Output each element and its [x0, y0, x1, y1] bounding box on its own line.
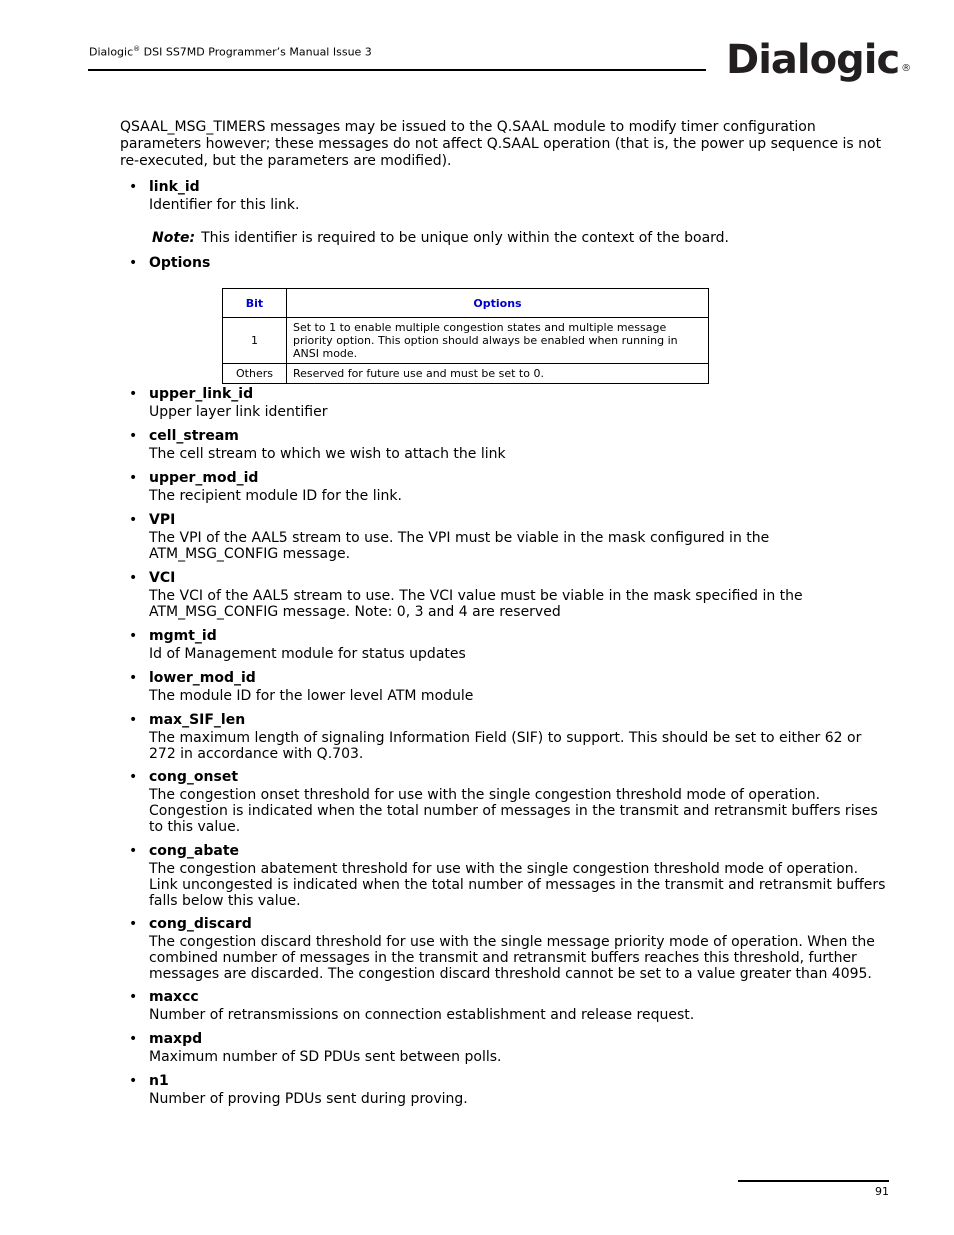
field-description: The congestion discard threshold for use with the single message priority mode of operation. When the combined number of messages in the transmit and retransmit buffers reaches this threshold, further messages are discarded. The congestion discard threshold cannot be set to a value greater than 4095. [149, 934, 875, 982]
page-number: 91 [875, 1185, 889, 1198]
field-name: lower_mod_id [149, 670, 256, 686]
header-rule [88, 69, 706, 71]
table-cell: Others [223, 364, 287, 384]
intro-paragraph: QSAAL_MSG_TIMERS messages may be issued to the Q.SAAL module to modify timer configuration parameters however; these messages do not affect Q.SAAL operation (that is, the power up sequence is not re-executed, but the parameters are modified). [120, 119, 882, 169]
table-cell: Set to 1 to enable multiple congestion states and multiple message priority option. This option should always be enabled when running in ANSI mode. [287, 318, 709, 364]
field-description: Upper layer link identifier [149, 404, 328, 420]
dialogic-logo [726, 36, 911, 93]
table-header-row [223, 289, 709, 318]
field-name: n1 [149, 1073, 169, 1089]
field-description: The congestion abatement threshold for use with the single congestion threshold mode of operation. Link uncongested is indicated when the total number of messages in the transmit and retransmit buffers falls below this value. [149, 861, 886, 909]
bullet-icon: • [129, 712, 138, 728]
note-label: Note: [152, 230, 196, 246]
bullet-icon: • [129, 255, 138, 271]
field-description: Maximum number of SD PDUs sent between polls. [149, 1049, 502, 1065]
field-name: link_id [149, 179, 200, 195]
field-description: The recipient module ID for the link. [149, 488, 402, 504]
field-name: Options [149, 255, 211, 271]
bullet-icon: • [129, 670, 138, 686]
logo-reg-mark: ® [901, 63, 912, 74]
bullet-icon: • [129, 470, 138, 486]
field-description: The congestion onset threshold for use with the single congestion threshold mode of operation. Congestion is indicated when the total number of messages in the transmit and retransmit buffers rises to this value. [149, 787, 878, 835]
bullet-icon: • [129, 1031, 138, 1047]
table-header-options: Options [287, 289, 709, 318]
bullet-icon: • [129, 428, 138, 444]
field-name: maxcc [149, 989, 199, 1005]
field-name: VPI [149, 512, 176, 528]
note [152, 230, 729, 247]
field-name: cong_discard [149, 916, 252, 932]
header-title [89, 45, 372, 59]
header-reg-mark: ® [133, 45, 141, 53]
field-name: upper_mod_id [149, 470, 259, 486]
field-name: VCI [149, 570, 176, 586]
note-text: This identifier is required to be unique only within the context of the board. [201, 230, 729, 246]
field-description: The VPI of the AAL5 stream to use. The VPI must be viable in the mask configured in the ATM_MSG_CONFIG message. [149, 530, 770, 562]
field-name: maxpd [149, 1031, 203, 1047]
logo-text: Dialogic [726, 37, 900, 83]
bullet-icon: • [129, 1073, 138, 1089]
field-name: cong_abate [149, 843, 240, 859]
bullet-icon: • [129, 628, 138, 644]
field-description: The maximum length of signaling Information Field (SIF) to support. This should be set to either 62 or 272 in accordance with Q.703. [149, 730, 862, 762]
table-cell: Reserved for future use and must be set to 0. [287, 364, 709, 384]
footer-rule [738, 1180, 889, 1182]
bullet-icon: • [129, 769, 138, 785]
field-description: The module ID for the lower level ATM module [149, 688, 474, 704]
bullet-icon: • [129, 989, 138, 1005]
bullet-icon: • [129, 843, 138, 859]
bullet-icon: • [129, 179, 138, 195]
table-row [223, 318, 709, 364]
field-name: max_SIF_len [149, 712, 246, 728]
field-name: cong_onset [149, 769, 239, 785]
field-description: The cell stream to which we wish to attach the link [149, 446, 506, 462]
bullet-icon: • [129, 512, 138, 528]
bullet-icon: • [129, 386, 138, 402]
table-row [223, 364, 709, 384]
field-name: upper_link_id [149, 386, 254, 402]
field-description: The VCI of the AAL5 stream to use. The VCI value must be viable in the mask specified in the ATM_MSG_CONFIG message. Note: 0, 3 and 4 are reserved [149, 588, 803, 620]
field-name: mgmt_id [149, 628, 217, 644]
field-description: Identifier for this link. [149, 197, 300, 213]
table-cell: 1 [223, 318, 287, 364]
header-brand: Dialogic [89, 45, 134, 59]
field-description: Number of retransmissions on connection establishment and release request. [149, 1007, 695, 1023]
options-table [222, 288, 709, 384]
bullet-icon: • [129, 916, 138, 932]
field-description: Id of Management module for status updates [149, 646, 466, 662]
table-header-bit: Bit [223, 289, 287, 318]
field-description: Number of proving PDUs sent during proving. [149, 1091, 468, 1107]
header-title-rest: DSI SS7MD Programmer’s Manual Issue 3 [140, 45, 372, 59]
field-name: cell_stream [149, 428, 239, 444]
bullet-icon: • [129, 570, 138, 586]
